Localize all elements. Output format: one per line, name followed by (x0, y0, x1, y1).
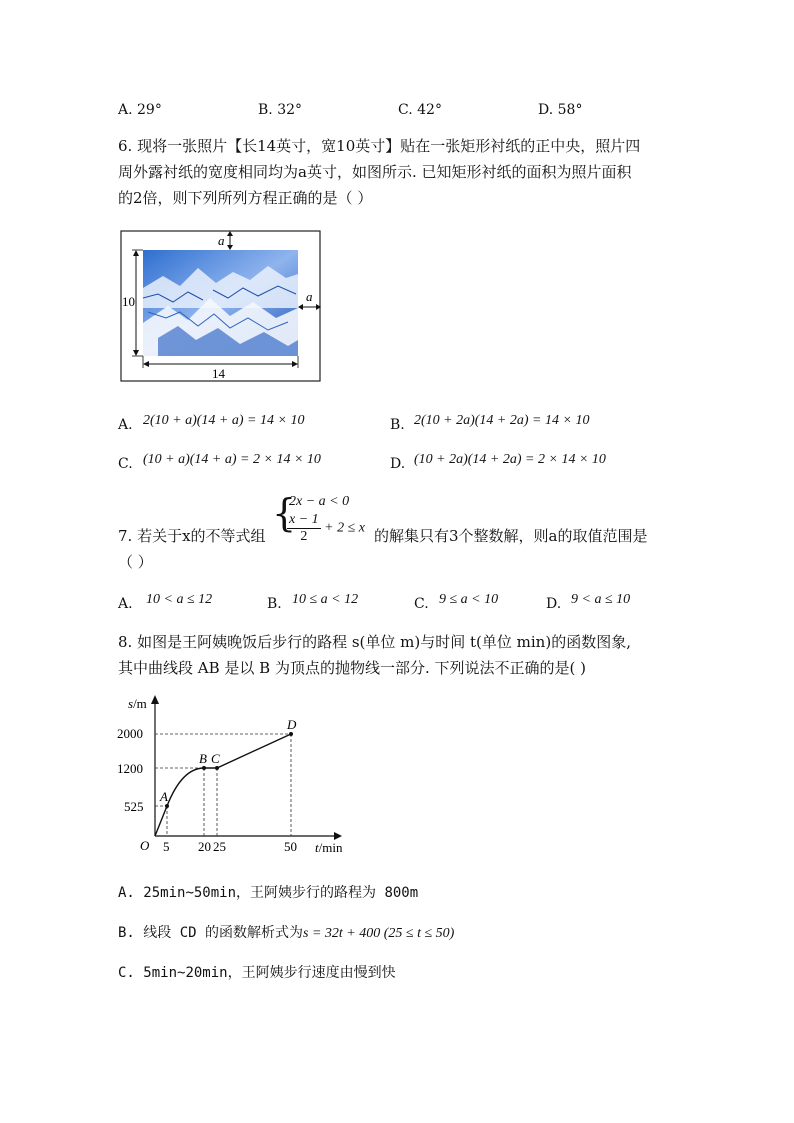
q6-option-b-letter: B. (390, 417, 405, 433)
point-a (165, 804, 169, 808)
label-a-right: a (306, 289, 313, 304)
q7-frac-numerator: x − 1 (289, 512, 319, 527)
point-b (202, 766, 206, 770)
q6-photo-figure (118, 228, 323, 384)
q6-option-d-letter: D. (390, 456, 406, 472)
q6-option-c-expr: (10 + a)(14 + a) = 2 × 14 × 10 (143, 452, 321, 467)
q7-option-c-expr: 9 ≤ a < 10 (439, 592, 499, 607)
x-axis-label: t/min (315, 840, 343, 855)
q8-option-b-formula: s = 32t + 400 (25 ≤ t ≤ 50) (303, 926, 455, 941)
q6-option-c-letter: C. (118, 456, 133, 472)
q6-option-d-expr: (10 + 2a)(14 + 2a) = 2 × 14 × 10 (414, 452, 606, 467)
x-tick-5: 5 (163, 839, 170, 854)
q5-option-d: D. 58° (538, 102, 583, 118)
y-tick-1200: 1200 (117, 761, 143, 776)
y-tick-525: 525 (124, 799, 144, 814)
q7-option-b-expr: 10 ≤ a < 12 (292, 592, 359, 607)
q7-inequality-2 (287, 512, 365, 545)
label-c: C (211, 751, 220, 766)
q6-stem-line2: 周外露衬纸的宽度相同均为a英寸，如图所示. 已知矩形衬纸的面积为照片面积 (118, 163, 632, 181)
q8-option-c: C. 5min~20min，王阿姨步行速度由慢到快 (118, 965, 396, 981)
point-c (215, 766, 219, 770)
distance-curve (155, 734, 291, 836)
q7-answer-paren: （ ） (118, 553, 153, 571)
q7-option-c-letter: C. (414, 596, 429, 612)
x-tick-50: 50 (284, 839, 297, 854)
label-a-top: a (218, 233, 225, 248)
q7-option-b-letter: B. (267, 596, 282, 612)
x-tick-25: 25 (213, 839, 226, 854)
q7-stem-prefix: 7. 若关于x的不等式组 (118, 527, 266, 545)
q6-option-a-expr: 2(10 + a)(14 + a) = 14 × 10 (143, 413, 305, 428)
label-d: D (287, 717, 297, 732)
q7-stem-suffix: 的解集只有3个整数解，则a的取值范围是 (374, 527, 648, 545)
q5-option-b: B. 32° (258, 102, 303, 118)
y-axis-label: s/m (128, 696, 147, 711)
q7-inequality-1: 2x − a < 0 (289, 494, 350, 509)
q8-option-b: B. 线段 CD 的函数解析式为s = 32t + 400 (25 ≤ t ≤ 50) (118, 925, 455, 941)
q7-option-a-letter: A. (118, 596, 133, 612)
label-b: B (199, 751, 207, 766)
q7-brace: { (272, 491, 297, 535)
q6-stem-line1: 6. 现将一张照片【长14英寸，宽10英寸】贴在一张矩形衬纸的正中央，照片四 (118, 137, 641, 155)
mountain-photo (143, 250, 298, 356)
q6-stem-line3: 的2倍，则下列所列方程正确的是（ ） (118, 189, 373, 207)
q7-inequality-2-tail: + 2 ≤ x (324, 520, 366, 536)
q7-option-a-expr: 10 < a ≤ 12 (146, 592, 213, 607)
label-height-10: 10 (122, 294, 135, 309)
q6-option-a-letter: A. (118, 417, 133, 433)
y-tick-2000: 2000 (117, 726, 143, 741)
q7-frac-denominator: 2 (300, 529, 308, 544)
q5-option-a: A. 29° (118, 102, 162, 118)
point-d (289, 732, 293, 736)
q8-stem-line2: 其中曲线段 AB 是以 B 为顶点的抛物线一部分. 下列说法不正确的是( ) (118, 659, 586, 677)
x-tick-20: 20 (198, 839, 211, 854)
q8-stem-line1: 8. 如图是王阿姨晚饭后步行的路程 s(单位 m)与时间 t(单位 min)的函数图象, (118, 633, 631, 651)
label-width-14: 14 (212, 366, 225, 381)
q8-option-a: A. 25min~50min，王阿姨步行的路程为 800m (118, 885, 419, 901)
q7-option-d-letter: D. (546, 596, 562, 612)
label-a: A (160, 789, 168, 804)
q5-option-c: C. 42° (398, 102, 442, 118)
q6-option-b-expr: 2(10 + 2a)(14 + 2a) = 14 × 10 (414, 413, 590, 428)
q7-option-d-expr: 9 < a ≤ 10 (571, 592, 631, 607)
origin-label: O (140, 838, 150, 853)
q8-distance-time-graph (112, 690, 357, 858)
